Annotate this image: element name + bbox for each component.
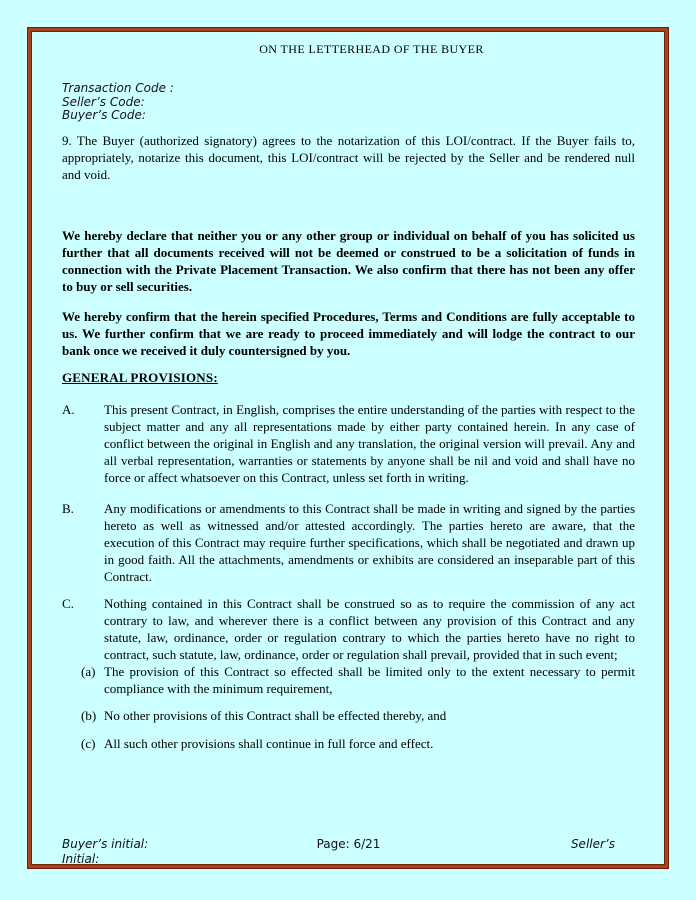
seller-code-label: Seller’s Code: xyxy=(62,94,145,109)
provision-subitem-b xyxy=(81,707,635,724)
provision-item-c-label: C. xyxy=(62,595,74,611)
buyer-initial-label: Buyer’s initial: xyxy=(62,837,149,851)
page-number: Page: 6/21 xyxy=(316,837,381,851)
provision-item-b-text: Any modifications or amendments to this Contract shall be made in writing and signed by the parties hereto as well as witnessed and/or attested accordingly. The parties hereto are aware, that the execution of this Contract may require further specifications, which shall be negotiated and drawn up in good faith. All the attachments, amendments or exhibits are considered an inseparable part of this Contract. xyxy=(104,500,635,584)
provision-subitem-b-label: (b) xyxy=(81,707,97,723)
provision-subitem-a xyxy=(81,663,635,697)
provision-subitem-b-text: No other provisions of this Contract shall be effected thereby, and xyxy=(104,707,447,723)
provision-subitem-c-label: (c) xyxy=(81,735,96,751)
page-content xyxy=(31,31,665,865)
transaction-code-label: Transaction Code : xyxy=(62,81,174,95)
provision-item-a xyxy=(62,401,635,486)
provision-item-a-text: This present Contract, in English, comprises the entire understanding of the parties with respect to the subject matter and any all representations made by either party contained herein. In any case of conflict between the original in English and any translation, the original version will prevail. Any and all verbal representation, warranties or statements by anyone shall be nil and void and shall have no force or affect whatsoever on this Contract, unless set forth in writing. xyxy=(104,401,635,485)
provision-item-c-text: Nothing contained in this Contract shall be construed so as to require the commission of any act contrary to law, and wherever there is a conflict between any provision of this Contract and any statute, law, ordinance, order or regulation contrary to which the parties hereto have no right to contract, such statute, law, ordinance, order or regulation shall prevail, provided that in such event; xyxy=(104,595,635,662)
provision-subitem-c-text: All such other provisions shall continue in full force and effect. xyxy=(104,735,434,751)
initial-label: Initial: xyxy=(62,851,100,866)
provision-item-b xyxy=(62,500,635,585)
declaration-paragraph-2: We hereby confirm that the herein specified Procedures, Terms and Conditions are fully acceptable to us. We further confirm that we are ready to proceed immediately and will lodge the contract to our bank once we received it duly countersigned by you. xyxy=(62,308,635,358)
provision-item-a-label: A. xyxy=(62,401,75,417)
declaration-paragraph-1: We hereby declare that neither you or any other group or individual on behalf of you has solicited us further that all documents received will not be deemed or construed to be a solicitation of funds in connection with the Private Placement Transaction. We also confirm that there has not been any offer to buy or sell securities. xyxy=(62,227,635,294)
provision-subitem-a-label: (a) xyxy=(81,663,96,679)
seller-initial-label: Seller’s xyxy=(570,837,615,851)
provision-subitem-a-text: The provision of this Contract so effected shall be limited only to the extent necessary to permit compliance with the minimum requirement, xyxy=(104,663,635,696)
letterhead-title: ON THE LETTERHEAD OF THE BUYER xyxy=(259,42,484,56)
provision-item-b-label: B. xyxy=(62,500,74,516)
buyer-code-label: Buyer’s Code: xyxy=(62,108,146,122)
general-provisions-heading: GENERAL PROVISIONS: xyxy=(62,369,218,385)
clause-9-paragraph: 9. The Buyer (authorized signatory) agrees to the notarization of this LOI/contract. If the Buyer fails to, appropriately, notarize this document, this LOI/contract will be rejected by the Seller and be rendered null and void. xyxy=(62,132,635,182)
page-border-frame xyxy=(28,28,668,868)
provision-subitem-c xyxy=(81,735,635,752)
provision-item-c xyxy=(62,595,635,663)
codes-block xyxy=(62,82,635,123)
page-footer xyxy=(62,837,635,866)
